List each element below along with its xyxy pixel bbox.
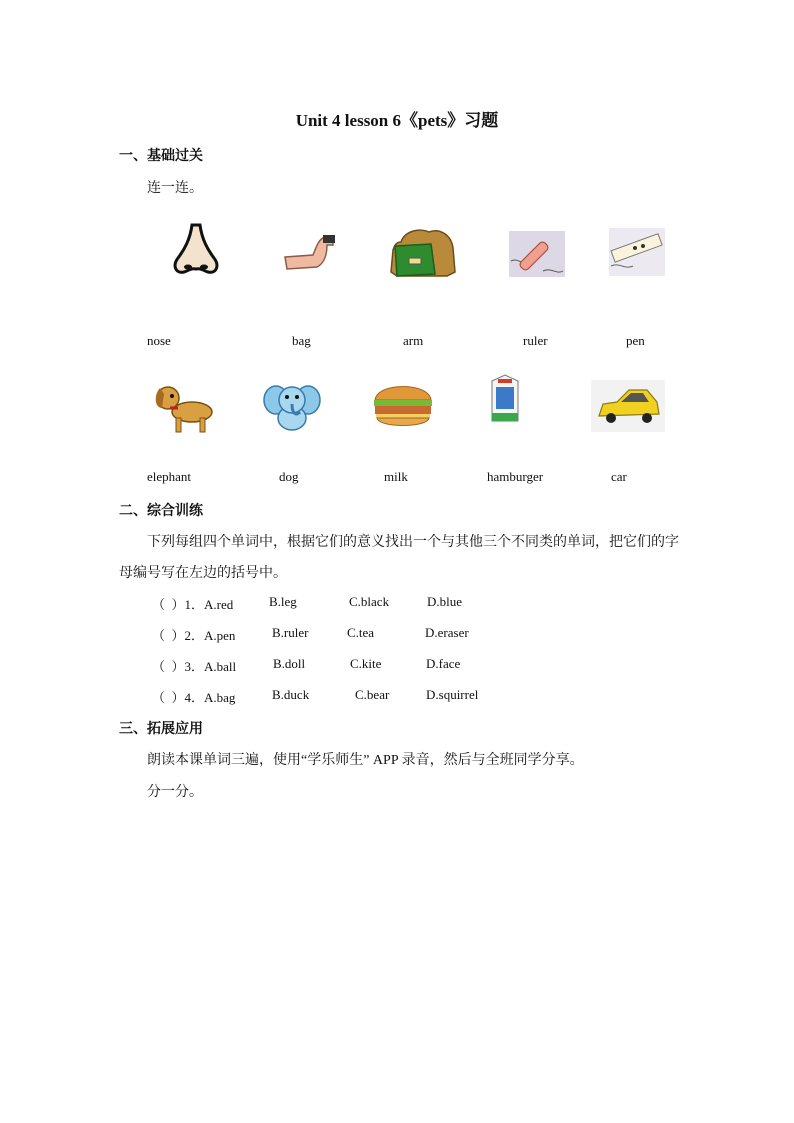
bag-picture <box>387 228 459 278</box>
dog-picture <box>152 378 216 436</box>
question-4-option-c: C.bear <box>355 687 390 702</box>
question-3-option-d: D.face <box>426 656 461 671</box>
page-title: Unit 4 lesson 6《pets》习题 <box>295 111 499 130</box>
question-1-option-b: B.leg <box>269 594 297 609</box>
word-pen: pen <box>626 333 645 348</box>
section-2-instruction-line-2: 母编号写在左边的括号中。 <box>119 566 287 581</box>
word-dog: dog <box>279 469 299 484</box>
arm-picture <box>283 233 337 275</box>
question-4-option-d: D.squirrel <box>426 687 479 702</box>
section-2-heading: 二、综合训练 <box>119 504 203 519</box>
section-1-heading: 一、基础过关 <box>119 149 203 164</box>
ruler-picture <box>609 228 665 276</box>
word-bag: bag <box>292 333 311 348</box>
question-2-option-b: B.ruler <box>272 625 309 640</box>
question-4-option-b: B.duck <box>272 687 310 702</box>
car-picture <box>591 380 665 432</box>
question-4-stem: （ ）4．A.bag <box>152 690 236 705</box>
question-1-stem: （ ）1．A.red <box>152 597 234 612</box>
question-2-option-c: C.tea <box>347 625 375 640</box>
word-nose: nose <box>147 333 171 348</box>
question-1-option-d: D.blue <box>427 594 463 609</box>
nose-picture <box>168 222 224 278</box>
question-2-stem: （ ）2．A.pen <box>152 628 236 643</box>
section-3-line-1: 朗读本课单词三遍，使用“学乐师生” APP 录音，然后与全班同学分享。 <box>147 753 584 768</box>
section-2-instruction-line-1: 下列每组四个单词中，根据它们的意义找出一个与其他三个不同类的单词，把它们的字 <box>147 535 679 550</box>
word-hamburger: hamburger <box>487 469 544 484</box>
question-1-option-c: C.black <box>349 594 390 609</box>
pen-picture <box>509 231 565 277</box>
hamburger-picture <box>371 376 435 432</box>
question-3-option-b: B.doll <box>273 656 306 671</box>
section-3-heading: 三、拓展应用 <box>119 722 203 737</box>
word-arm: arm <box>403 333 424 348</box>
section-1-instruction: 连一连。 <box>147 181 203 196</box>
word-car: car <box>611 469 627 484</box>
question-3-option-c: C.kite <box>350 656 382 671</box>
elephant-picture <box>262 378 322 434</box>
question-3-stem: （ ）3．A.ball <box>152 659 237 674</box>
word-ruler: ruler <box>523 333 548 348</box>
question-2-option-d: D.eraser <box>425 625 469 640</box>
milk-picture <box>488 373 522 423</box>
word-milk: milk <box>384 469 408 484</box>
word-elephant: elephant <box>147 469 192 484</box>
section-3-line-2: 分一分。 <box>147 785 203 800</box>
